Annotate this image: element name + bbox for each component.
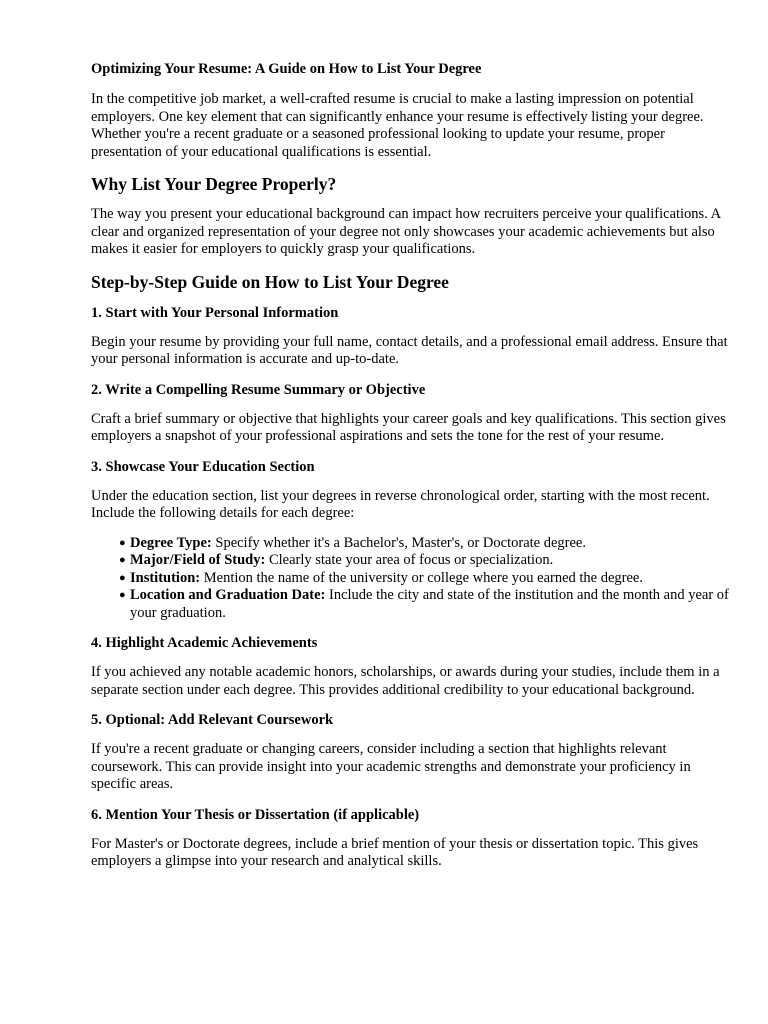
step-6-paragraph: For Master's or Doctorate degrees, include a brief mention of your thesis or dissertation topic. This gives employers a glimpse into your research and analytical skills. — [91, 835, 699, 869]
list-item-text: Specify whether it's a Bachelor's, Master's, or Doctorate degree. — [215, 534, 586, 551]
intro-paragraph: In the competitive job market, a well-crafted resume is crucial to make a lasting impression on potential employers. One key element that can significantly enhance your resume is effectively listing your degree. Whether you're a recent graduate or a seasoned professional looking to update your resume, proper presentation of your educational qualifications is essential. — [91, 91, 704, 160]
list-item-term: Major/Field of Study: — [130, 552, 266, 568]
list-item-text: Include the city and state of the institution and the month and year of your graduation. — [130, 587, 729, 621]
step-3-paragraph: Under the education section, list your degrees in reverse chronological order, starting with the most recent. Include the following details for each degree: — [91, 487, 710, 521]
bullet-icon: ● — [119, 536, 126, 549]
step-5-heading: 5. Optional: Add Relevant Coursework — [91, 712, 334, 728]
step-2-paragraph: Craft a brief summary or objective that highlights your career goals and key qualifications. This section gives employers a snapshot of your professional aspirations and sets the tone for the rest of your resume. — [91, 410, 726, 444]
why-heading: Why List Your Degree Properly? — [91, 174, 337, 194]
step-6-heading: 6. Mention Your Thesis or Dissertation (if applicable) — [91, 806, 420, 823]
list-item — [119, 534, 731, 553]
list-item-term: Institution: — [130, 569, 201, 586]
step-3-heading: 3. Showcase Your Education Section — [91, 458, 315, 475]
step-5-paragraph: If you're a recent graduate or changing careers, consider including a section that highlights relevant coursework. This can provide insight into your academic strengths and demonstrate your proficiency in specific areas. — [91, 741, 691, 792]
document-title: Optimizing Your Resume: A Guide on How to List Your Degree — [91, 61, 482, 77]
bullet-icon: ● — [119, 554, 126, 566]
guide-heading: Step-by-Step Guide on How to List Your Degree — [91, 271, 449, 292]
list-item-term: Degree Type: — [130, 534, 212, 551]
list-item — [119, 587, 731, 622]
step-4-paragraph: If you achieved any notable academic honors, scholarships, or awards during your studies, include them in a separate section under each degree. This provides additional credibility to your educational background. — [91, 664, 720, 698]
list-item-text: Clearly state your area of focus or specialization. — [268, 552, 554, 568]
step-2-heading: 2. Write a Compelling Resume Summary or Objective — [91, 381, 426, 398]
education-details-list — [91, 535, 731, 623]
step-4-heading: 4. Highlight Academic Achievements — [91, 635, 318, 651]
step-1-paragraph: Begin your resume by providing your full name, contact details, and a professional email address. Ensure that your personal information is accurate and up-to-date. — [91, 333, 728, 367]
bullet-icon: ● — [119, 571, 126, 584]
document-page — [91, 60, 731, 883]
list-item — [119, 569, 731, 588]
list-item — [119, 552, 731, 570]
bullet-icon: ● — [119, 589, 126, 601]
list-item-term: Location and Graduation Date: — [130, 587, 326, 603]
list-item-text: Mention the name of the university or college where you earned the degree. — [203, 569, 643, 586]
why-paragraph: The way you present your educational background can impact how recruiters perceive your qualifications. A clear and organized representation of your degree not only showcases your academic achievements but also makes it easier for employers to quickly grasp your qualifications. — [91, 206, 721, 257]
step-1-heading: 1. Start with Your Personal Information — [91, 304, 339, 321]
